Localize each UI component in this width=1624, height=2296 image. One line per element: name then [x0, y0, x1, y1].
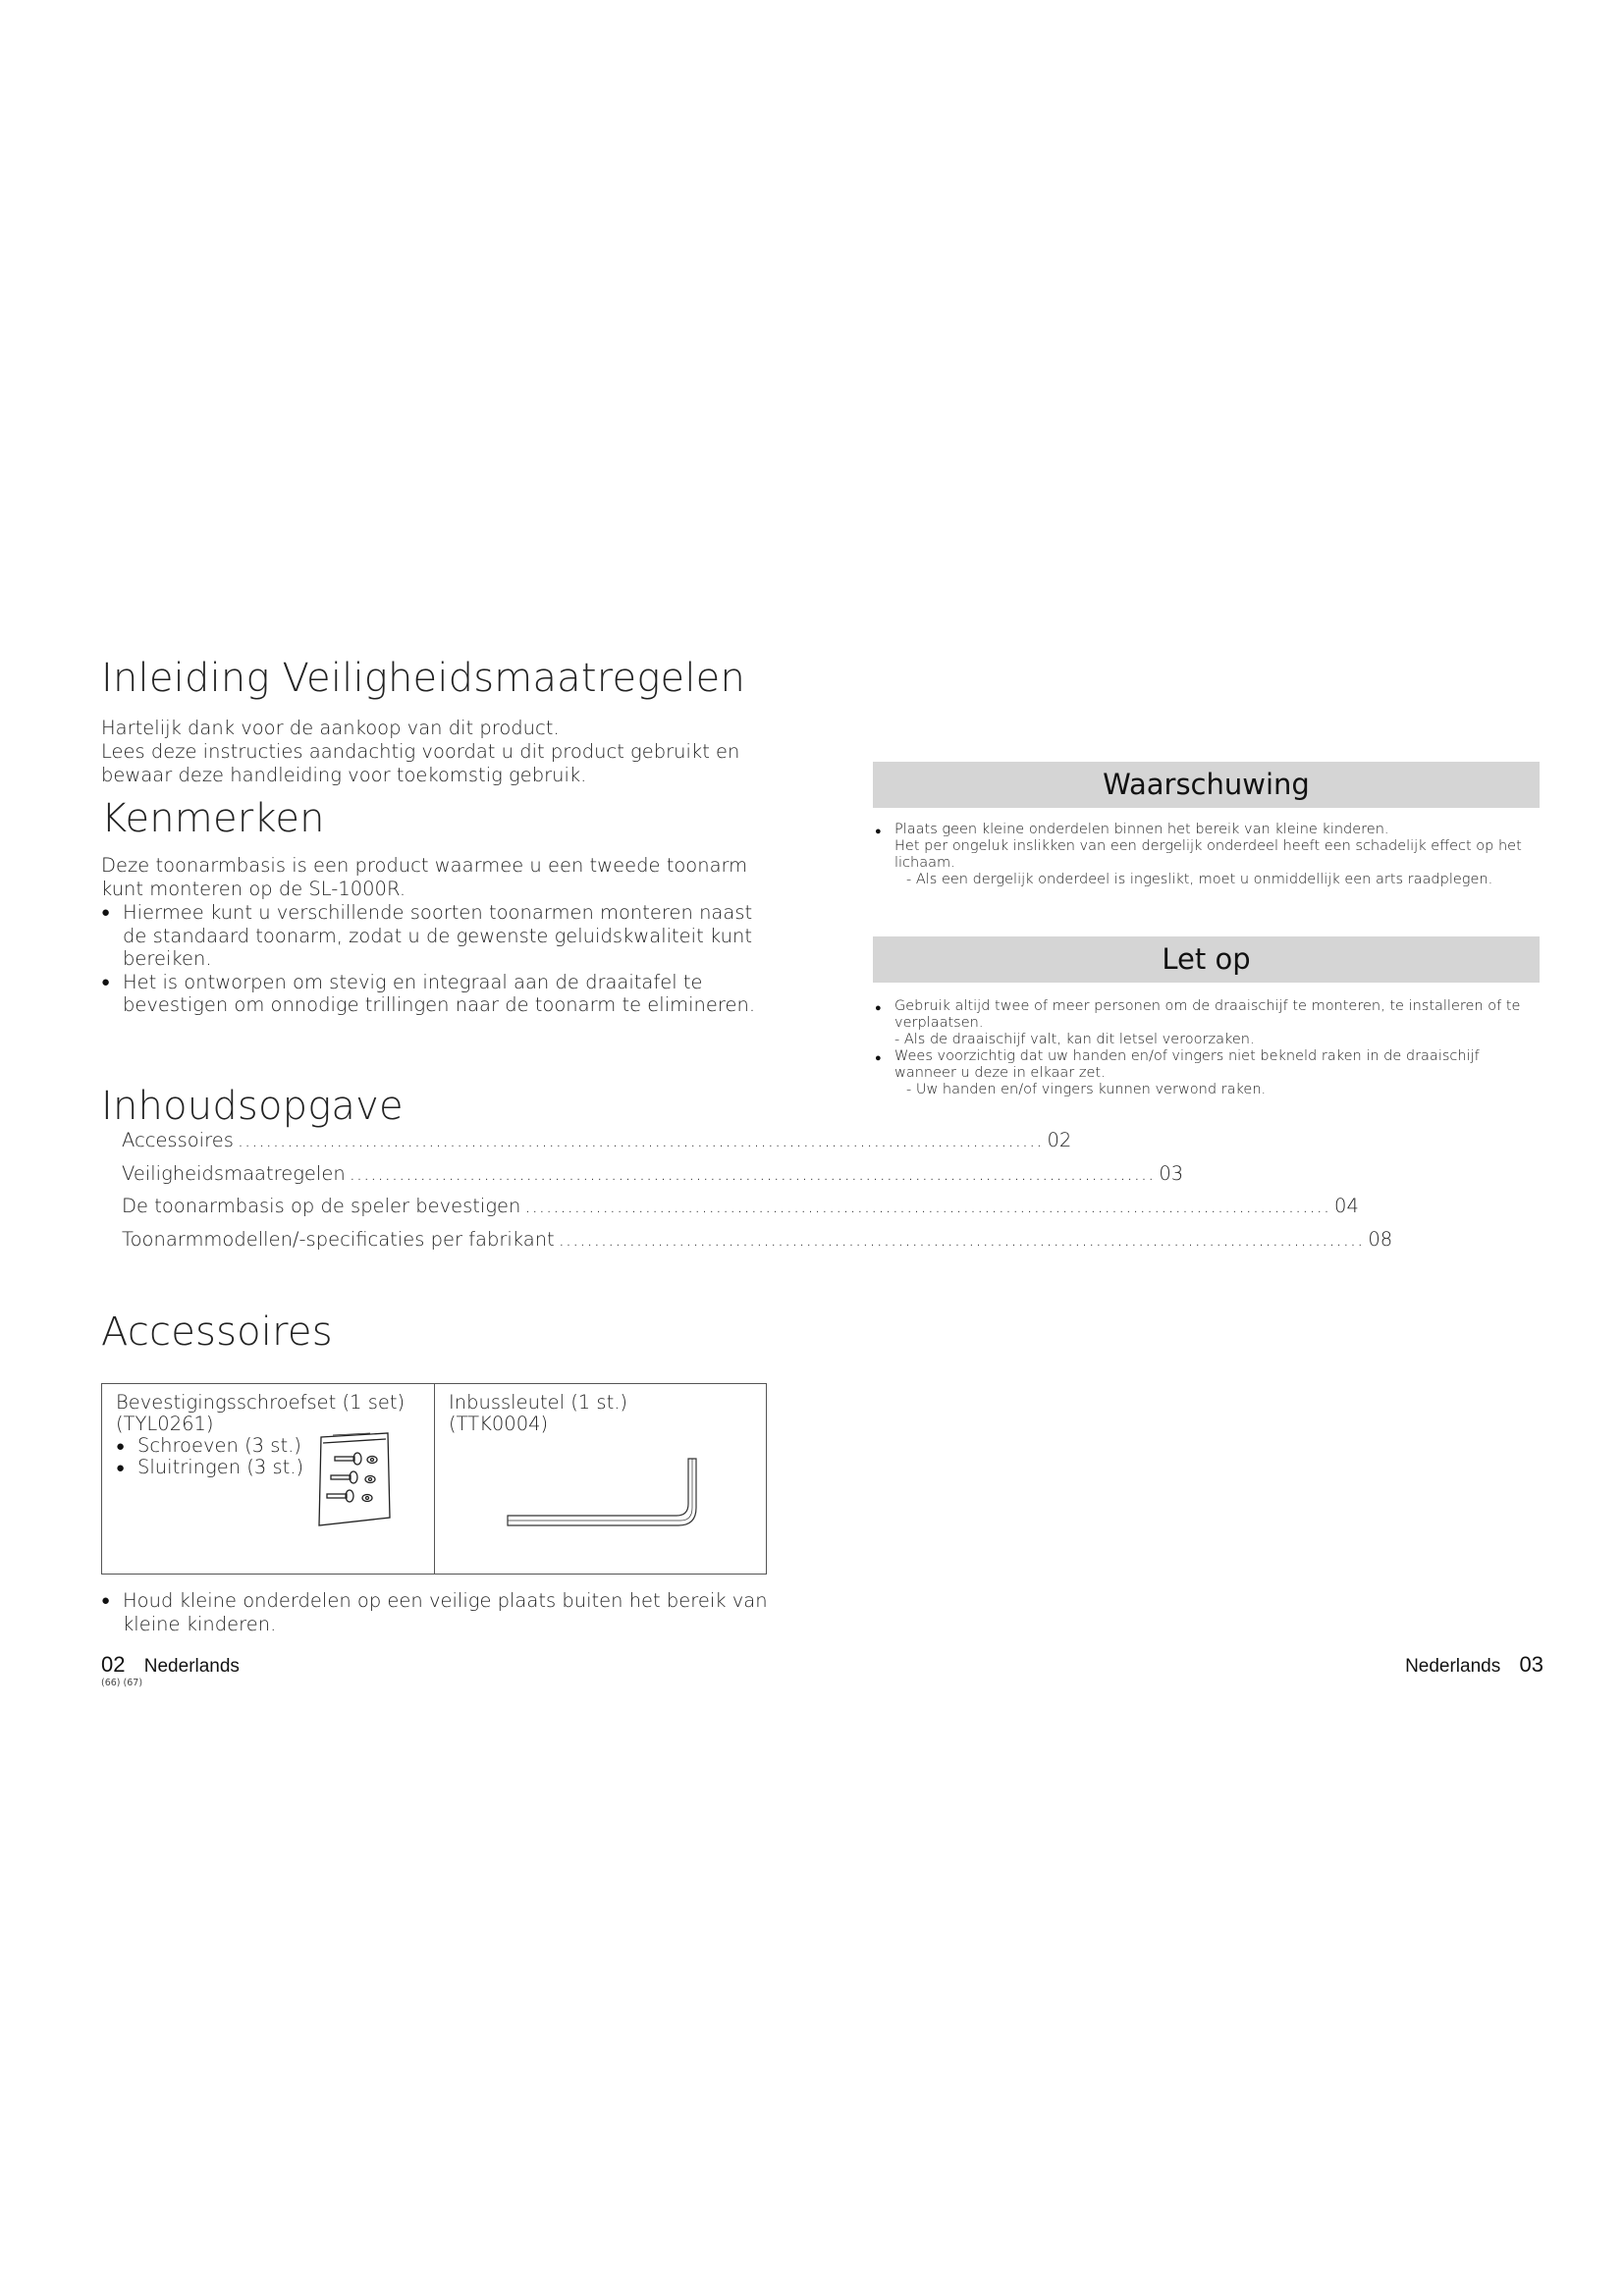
left-footer — [101, 1652, 240, 1678]
hex-key-name: Inbussleutel (1 st.) — [449, 1391, 628, 1414]
warning-line: lichaam. — [894, 855, 955, 871]
accessories-table — [101, 1383, 767, 1575]
toc-label: De toonarmbasis op de speler bevestigen — [122, 1195, 521, 1217]
warning-line: ● Plaats geen kleine onderdelen binnen het bereik van kleine kinderen. — [894, 822, 1389, 837]
caution-line: ● Gebruik altijd twee of meer personen om de draaischijf te monteren, te installeren of te — [894, 998, 1521, 1014]
features-line: kunt monteren op de SL-1000R. — [101, 878, 406, 900]
note-line: kleine kinderen. — [123, 1612, 277, 1635]
left-footer-ref: (66) (67) — [101, 1678, 143, 1688]
right-footer — [1405, 1652, 1543, 1678]
left-page-number: 02 — [101, 1652, 126, 1677]
intro-line: bewaar deze handleiding voor toekomstig gebruik. — [101, 764, 587, 786]
features-bullets — [101, 901, 788, 1017]
left-footer-language: Nederlands — [143, 1656, 240, 1677]
right-footer-language: Nederlands — [1405, 1656, 1501, 1677]
features-bullet — [101, 971, 788, 1017]
features-text — [101, 854, 788, 901]
screw-item: ● Schroeven (3 st.) — [116, 1435, 420, 1457]
accessories-title: Accessoires — [101, 1309, 333, 1355]
hex-key-code: (TTK0004) — [449, 1413, 549, 1435]
washer-item: ● Sluitringen (3 st.) — [116, 1457, 420, 1478]
caution-item — [873, 998, 1541, 1048]
caution-line: - Als de draaischijf valt, kan dit letsel veroorzaken. — [894, 1032, 1255, 1047]
warning-line: - Als een dergelijk onderdeel is ingeslikt, moet u onmiddellijk een arts raadplegen. — [906, 872, 1493, 887]
hex-key-icon — [504, 1455, 710, 1533]
caution-line: ● Wees voorzichtig dat uw handen en/of vingers niet bekneld raken in de draaischijf — [894, 1048, 1480, 1064]
accessories-note — [101, 1589, 788, 1635]
toc-entry-accessoires[interactable] — [122, 1129, 1072, 1162]
bullet-line: bevestigen om onnodige trillingen naar de toonarm te elimineren. — [123, 993, 756, 1016]
caution-line: wanneer u deze in elkaar zet. — [894, 1065, 1106, 1081]
screw-bag-icon — [313, 1431, 394, 1529]
warning-line: Het per ongeluk inslikken van een dergelijk onderdeel heeft een schadelijk effect op het — [894, 838, 1522, 854]
caution-line: verplaatsen. — [894, 1015, 984, 1031]
toc-entry-veiligheid[interactable] — [122, 1161, 1184, 1196]
toc-list — [122, 1129, 1393, 1260]
intro-title: Inleiding Veiligheidsmaatregelen — [101, 656, 746, 701]
toc-page: 03 — [1159, 1161, 1184, 1185]
toc-page: 02 — [1047, 1129, 1072, 1151]
note-line: ● Houd kleine onderdelen op een veilige plaats buiten het bereik van — [123, 1589, 768, 1612]
bullet-line: ● Hiermee kunt u verschillende soorten toonarmen monteren naast — [123, 901, 753, 924]
toc-leader: .................................................................................................................. — [349, 1161, 1156, 1185]
bullet-line: ● Het is ontworpen om stevig en integraal aan de draaitafel te — [123, 970, 703, 993]
warning-banner: Waarschuwing — [873, 762, 1540, 808]
intro-line: Lees deze instructies aandachtig voordat u dit product gebruikt en — [101, 740, 740, 763]
caution-list — [873, 998, 1541, 1098]
accessories-note-item — [101, 1589, 788, 1635]
toc-page: 08 — [1368, 1227, 1393, 1251]
toc-label: Accessoires — [122, 1129, 234, 1151]
toc-label: Toonarmmodellen/-specificaties per fabrikant — [122, 1227, 555, 1251]
caution-line: - Uw handen en/of vingers kunnen verwond raken. — [906, 1082, 1267, 1097]
warning-list — [873, 822, 1541, 888]
toc-leader: .................................................................................................................. — [237, 1129, 1044, 1151]
screw-set-name: Bevestigingsschroefset (1 set) — [116, 1391, 406, 1414]
toc-page: 04 — [1334, 1195, 1359, 1217]
bullet-line: bereiken. — [123, 947, 212, 970]
screw-set-code: (TYL0261) — [116, 1413, 214, 1435]
bullet-line: de standaard toonarm, zodat u de gewenste geluidskwaliteit kunt — [123, 924, 752, 947]
screw-set-cell — [102, 1384, 435, 1574]
features-line: Deze toonarmbasis is een product waarmee u een tweede toonarm — [101, 854, 748, 877]
intro-text — [101, 717, 769, 787]
toc-leader: .................................................................................................................. — [524, 1195, 1331, 1217]
right-page-number: 03 — [1519, 1652, 1543, 1677]
toc-entry-toonarmmodellen[interactable] — [122, 1227, 1393, 1261]
features-title: Kenmerken — [101, 796, 325, 841]
toc-title: Inhoudsopgave — [101, 1084, 404, 1129]
toc-entry-bevestigen[interactable] — [122, 1195, 1359, 1228]
toc-label: Veiligheidsmaatregelen — [122, 1161, 346, 1185]
intro-line: Hartelijk dank voor de aankoop van dit product. — [101, 717, 560, 739]
toc-leader: .................................................................................................................. — [558, 1227, 1365, 1251]
caution-item — [873, 1048, 1541, 1098]
caution-banner: Let op — [873, 936, 1540, 983]
warning-item — [873, 822, 1541, 888]
features-bullet — [101, 901, 788, 971]
hex-key-cell — [435, 1384, 766, 1574]
